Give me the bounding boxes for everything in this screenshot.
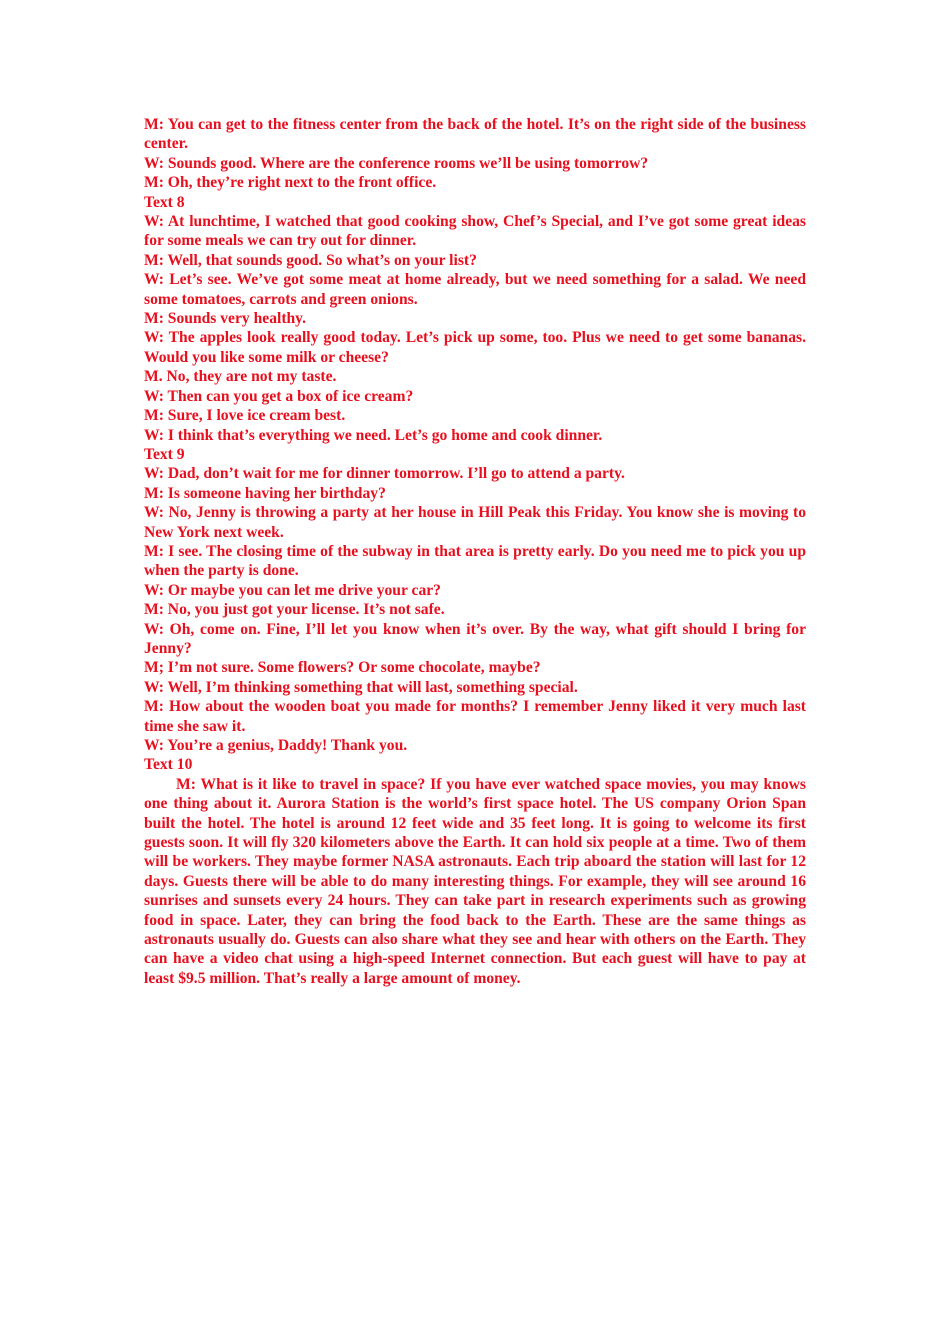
dialogue-line: W: I think that’s everything we need. Let’s go home and cook dinner. xyxy=(144,426,603,444)
dialogue-line: M: You can get to the fitness center from the back of the hotel. It’s on the right side of the business center. xyxy=(144,116,806,153)
document-page xyxy=(144,115,806,988)
dialogue-line: W: Oh, come on. Fine, I’ll let you know when it’s over. By the way, what gift should I bring for Jenny? xyxy=(144,620,806,657)
dialogue-line: W: Sounds good. Where are the conference rooms we’ll be using tomorrow? xyxy=(144,154,649,172)
dialogue-line: M: I see. The closing time of the subway in that area is pretty early. Do you need me to pick you up when the party is done. xyxy=(144,542,806,580)
dialogue-line: M. No, they are not my taste. xyxy=(144,368,337,386)
dialogue-line: W: Well, I’m thinking something that will last, something special. xyxy=(144,678,578,696)
dialogue-line: W: Dad, don’t wait for me for dinner tomorrow. I’ll go to attend a party. xyxy=(144,465,625,483)
dialogue-line: W: Then can you get a box of ice cream? xyxy=(144,387,414,405)
dialogue-line: M: Sounds very healthy. xyxy=(144,310,307,328)
dialogue-line: W: At lunchtime, I watched that good cooking show, Chef’s Special, and I’ve got some great ideas for some meals we can try out for dinner. xyxy=(144,213,806,250)
monologue-paragraph: M: What is it like to travel in space? If you have ever watched space movies, you may knows one thing about it. Aurora Station is the world’s first space hotel. The US company Orion Span built the hotel. The hotel is around 12 feet wide and 35 feet long. It is going to welcome its first guests soon. It will fly 320 kilometers above the Earth. It can hold six people at a time. Two of them will be workers. They maybe former NASA astronauts. Each trip aboard the station will last for 12 days. Guests there will be able to do many interesting things. For example, they will see around 16 sunrises and sunsets every 24 hours. They can take part in research experiments such as growing food in space. Later, they can bring the food back to the Earth. These are the same things as astronauts usually do. Guests can also share what they see and hear with others on the Earth. They can have a video chat using a high-speed Internet connection. But each guest will have to pay at least $9.5 million. That’s really a large amount of money. xyxy=(144,775,806,987)
dialogue-line: M: How about the wooden boat you made for months? I remember Jenny liked it very much last time she saw it. xyxy=(144,698,806,735)
section-heading-text-10: Text 10 xyxy=(144,756,193,774)
dialogue-line: M: Sure, I love ice cream best. xyxy=(144,407,346,425)
dialogue-line: W: No, Jenny is throwing a party at her house in Hill Peak this Friday. You know she is moving to New York next week. xyxy=(144,504,806,541)
dialogue-line: M: Well, that sounds good. So what’s on your list? xyxy=(144,251,477,269)
dialogue-line: W: The apples look really good today. Let’s pick up some, too. Plus we need to get some bananas. Would you like some milk or cheese? xyxy=(144,329,806,366)
dialogue-line: M: No, you just got your license. It’s not safe. xyxy=(144,601,445,619)
dialogue-line: M: Oh, they’re right next to the front office. xyxy=(144,174,437,192)
dialogue-line: W: Or maybe you can let me drive your car? xyxy=(144,581,441,599)
section-heading-text-9: Text 9 xyxy=(144,445,185,463)
section-heading-text-8: Text 8 xyxy=(144,193,185,211)
dialogue-line: W: Let’s see. We’ve got some meat at home already, but we need something for a salad. We need some tomatoes, carrots and green onions. xyxy=(144,271,806,308)
dialogue-line: M; I’m not sure. Some flowers? Or some chocolate, maybe? xyxy=(144,659,541,677)
dialogue-line: W: You’re a genius, Daddy! Thank you. xyxy=(144,737,408,754)
dialogue-line: M: Is someone having her birthday? xyxy=(144,484,386,502)
